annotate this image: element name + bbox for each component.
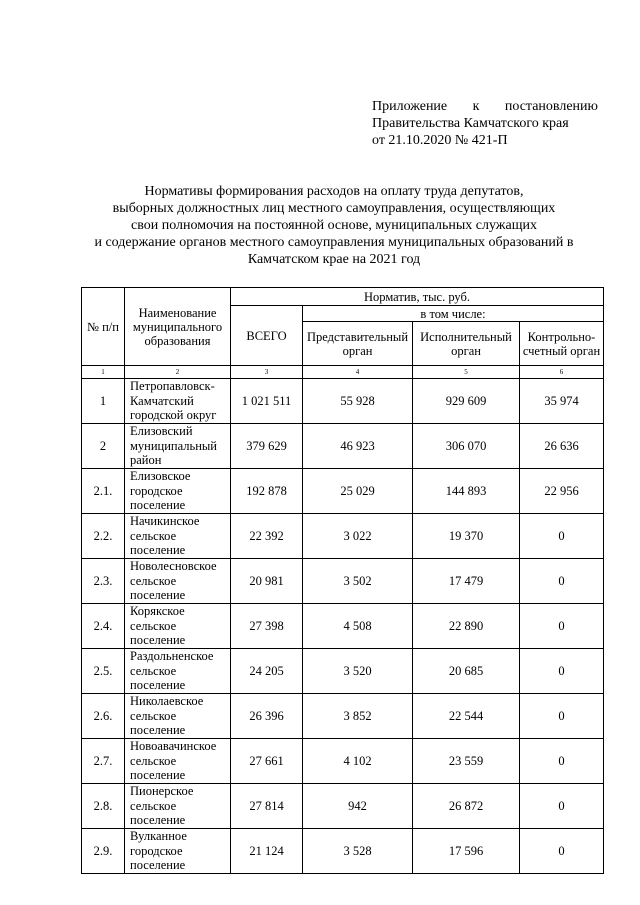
appendix-word-1: Приложение	[372, 99, 448, 114]
row-total: 21 124	[231, 829, 303, 874]
row-total: 22 392	[231, 514, 303, 559]
row-number: 2.8.	[82, 784, 125, 829]
row-number: 2.5.	[82, 649, 125, 694]
row-control: 0	[520, 559, 604, 604]
title-line: выборных должностных лиц местного самоуправления, осуществляющих	[112, 201, 556, 216]
row-representative: 3 502	[303, 559, 413, 604]
row-name: Начикинское сельское поселение	[125, 514, 231, 559]
title-line: свои полномочия на постоянной основе, муниципальных служащих	[131, 218, 537, 233]
row-name: Вулканное городское поселение	[125, 829, 231, 874]
row-name: Елизовское городское поселение	[125, 469, 231, 514]
column-number: 3	[231, 366, 303, 379]
header-number: № п/п	[82, 288, 125, 366]
row-name: Новоавачинское сельское поселение	[125, 739, 231, 784]
row-executive: 22 544	[413, 694, 520, 739]
table-row	[82, 829, 604, 874]
header-name: Наименование муниципального образования	[125, 288, 231, 366]
row-control: 0	[520, 514, 604, 559]
appendix-line-1	[372, 98, 598, 115]
row-number: 2.7.	[82, 739, 125, 784]
row-number: 2.4.	[82, 604, 125, 649]
row-representative: 3 528	[303, 829, 413, 874]
row-name: Новолесновское сельское поселение	[125, 559, 231, 604]
row-representative: 3 022	[303, 514, 413, 559]
header-total: ВСЕГО	[231, 306, 303, 366]
row-total: 27 814	[231, 784, 303, 829]
row-name: Петропавловск-Камчатский городской округ	[125, 379, 231, 424]
row-number: 2.6.	[82, 694, 125, 739]
row-total: 1 021 511	[231, 379, 303, 424]
row-control: 35 974	[520, 379, 604, 424]
row-representative: 4 508	[303, 604, 413, 649]
row-name: Корякское сельское поселение	[125, 604, 231, 649]
table-row	[82, 694, 604, 739]
row-representative: 3 520	[303, 649, 413, 694]
column-numbers-row	[82, 366, 604, 379]
row-number: 2	[82, 424, 125, 469]
row-representative: 942	[303, 784, 413, 829]
title-line: Камчатском крае на 2021 год	[247, 252, 421, 267]
header-including: в том числе:	[303, 306, 604, 322]
table-row	[82, 649, 604, 694]
table-body	[82, 366, 604, 874]
row-executive: 17 479	[413, 559, 520, 604]
row-number: 2.2.	[82, 514, 125, 559]
header-norm: Норматив, тыс. руб.	[231, 288, 604, 306]
row-total: 192 878	[231, 469, 303, 514]
table-row	[82, 739, 604, 784]
row-control: 22 956	[520, 469, 604, 514]
row-control: 26 636	[520, 424, 604, 469]
table-row	[82, 424, 604, 469]
row-total: 24 205	[231, 649, 303, 694]
row-executive: 23 559	[413, 739, 520, 784]
appendix-line-2: Правительства Камчатского края	[372, 116, 569, 131]
row-control: 0	[520, 604, 604, 649]
table-row	[82, 379, 604, 424]
norms-table	[81, 287, 604, 874]
title-line: Нормативы формирования расходов на оплату труда депутатов,	[144, 184, 524, 199]
row-control: 0	[520, 694, 604, 739]
row-name: Раздольненское сельское поселение	[125, 649, 231, 694]
document-title	[60, 183, 608, 268]
row-executive: 22 890	[413, 604, 520, 649]
row-name: Николаевское сельское поселение	[125, 694, 231, 739]
row-control: 0	[520, 784, 604, 829]
row-representative: 25 029	[303, 469, 413, 514]
appendix-header	[372, 98, 598, 149]
row-executive: 17 596	[413, 829, 520, 874]
appendix-word-3: постановлению	[504, 99, 598, 114]
table-row	[82, 469, 604, 514]
row-total: 27 398	[231, 604, 303, 649]
row-name: Пионерское сельское поселение	[125, 784, 231, 829]
row-total: 26 396	[231, 694, 303, 739]
row-number: 2.9.	[82, 829, 125, 874]
column-number: 2	[125, 366, 231, 379]
row-total: 379 629	[231, 424, 303, 469]
row-executive: 26 872	[413, 784, 520, 829]
row-executive: 929 609	[413, 379, 520, 424]
appendix-line-3: от 21.10.2020 № 421-П	[372, 133, 508, 148]
row-total: 20 981	[231, 559, 303, 604]
row-executive: 144 893	[413, 469, 520, 514]
appendix-word-2: к	[472, 99, 480, 114]
header-representative: Представительный орган	[303, 322, 413, 366]
column-number: 5	[413, 366, 520, 379]
table-row	[82, 604, 604, 649]
table-row	[82, 559, 604, 604]
header-control: Контрольно-счетный орган	[520, 322, 604, 366]
row-control: 0	[520, 739, 604, 784]
header-executive: Исполнительный орган	[413, 322, 520, 366]
row-executive: 20 685	[413, 649, 520, 694]
row-total: 27 661	[231, 739, 303, 784]
table-row	[82, 514, 604, 559]
row-representative: 46 923	[303, 424, 413, 469]
title-line: и содержание органов местного самоуправления муниципальных образований в	[94, 235, 574, 250]
row-control: 0	[520, 829, 604, 874]
row-representative: 55 928	[303, 379, 413, 424]
row-representative: 4 102	[303, 739, 413, 784]
row-number: 2.3.	[82, 559, 125, 604]
row-control: 0	[520, 649, 604, 694]
row-executive: 306 070	[413, 424, 520, 469]
row-representative: 3 852	[303, 694, 413, 739]
column-number: 4	[303, 366, 413, 379]
table-row	[82, 784, 604, 829]
row-executive: 19 370	[413, 514, 520, 559]
column-number: 6	[520, 366, 604, 379]
row-number: 2.1.	[82, 469, 125, 514]
column-number: 1	[82, 366, 125, 379]
row-number: 1	[82, 379, 125, 424]
row-name: Елизовский муниципальный район	[125, 424, 231, 469]
